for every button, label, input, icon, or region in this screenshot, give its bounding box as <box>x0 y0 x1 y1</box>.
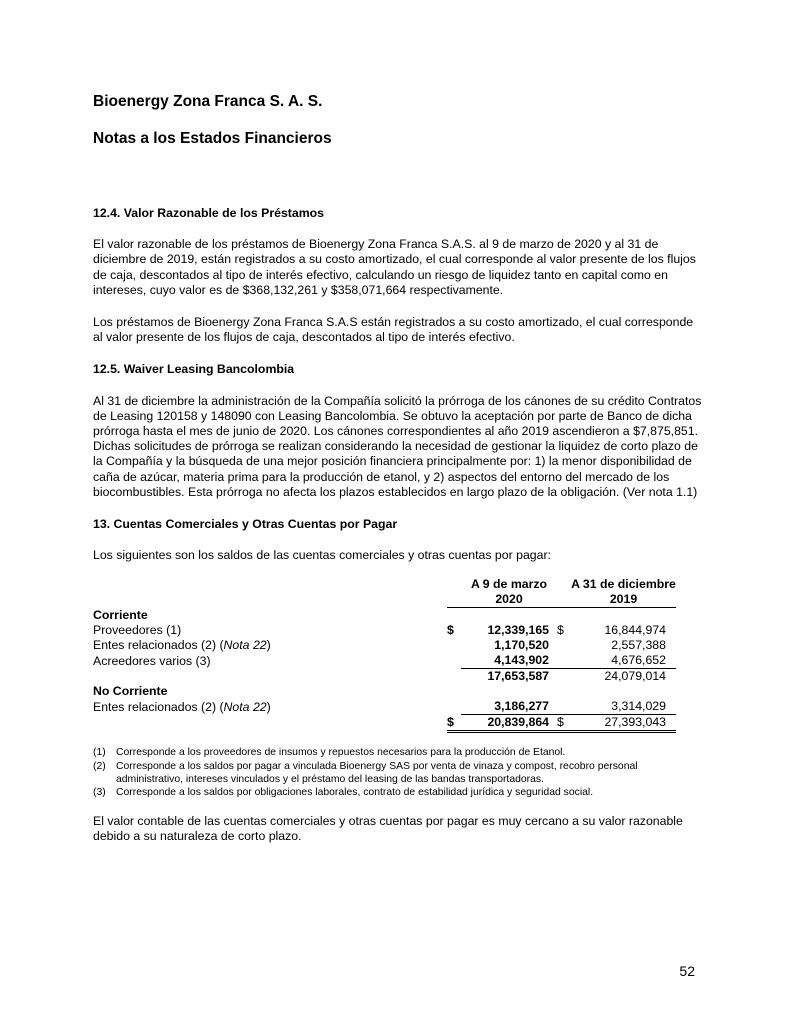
footnotes <box>93 746 703 799</box>
col-2019-header-line1: A 31 de diciembre <box>571 577 676 592</box>
footnote-number: (2) <box>93 760 106 772</box>
footnote <box>93 760 703 786</box>
table-row <box>93 653 676 669</box>
row-label: Entes relacionados (2) (Nota 22) <box>93 699 271 714</box>
section-12-4-paragraph-1: El valor razonable de los préstamos de Bioenergy Zona Franca S.A.S. al 9 de marzo de 2020 y al 31 de diciembre de 2019, están registrados a su costo amortizado, el cual corresponde al valor presente de los flujos de caja, descontados al tipo de interés efectivo, calculando un riesgo de liquidez tanto en capital como en intereses, cuyo valor es de $368,132,261 y $358,071,664 respectivamente. <box>93 237 696 297</box>
section-12-5-paragraph-1: Al 31 de diciembre la administración de la Compañía solicitó la prórroga de los cánones de su crédito Contratos de Leasing 120158 y 148090 con Leasing Bancolombia. Se obtuvo la aceptación por parte de Banco de dicha prórroga hasta el mes de junio de 2020. Los cánones correspondientes al año 2019 ascendieron a $7,875,851. Dichas solicitudes de prórroga se realizan considerando la necesidad de gestionar la liquidez de corto plazo de la Compañía y la búsqueda de una mejor posición financiera principalmente por: 1) la menor disponibilidad de caña de azúcar, materia prima para la producción de etanol, y 2) aspectos del entorno del mercado de los biocombustibles. Esta prórroga no afecta los plazos establecidos en largo plazo de la obligación. (Ver nota 1.1) <box>93 393 702 499</box>
footnote-text: Corresponde a los saldos por pagar a vinculada Bioenergy SAS por venta de vinaza y compost, recobro personal administrativo, intereses vinculados y el préstamo del leasing de las bandas transportadoras. <box>116 760 638 785</box>
value-2020: 12,339,165 <box>487 623 549 638</box>
section-12-4-paragraph-2: Los préstamos de Bioenergy Zona Franca S.A.S están registrados a su costo amortizado, el cual corresponde al valor presente de los flujos de caja, descontados al tipo de interés efectivo. <box>93 315 694 345</box>
table-row <box>93 623 676 638</box>
currency-symbol: $ <box>557 715 571 732</box>
page-number: 52 <box>679 963 695 979</box>
value-2019: 2,557,388 <box>611 638 666 653</box>
page-content <box>93 206 703 862</box>
currency-symbol: $ <box>557 623 564 638</box>
table-header-row-2 <box>93 592 676 608</box>
subtotal-2020: 17,653,587 <box>487 669 549 684</box>
note-reference: Nota 22 <box>223 638 267 653</box>
section-13-title: 13. Cuentas Comerciales y Otras Cuentas por Pagar <box>93 517 398 532</box>
value-2020: 4,143,902 <box>461 653 557 669</box>
row-label: Entes relacionados (2) (Nota 22) <box>93 638 271 653</box>
footnote <box>93 746 703 759</box>
row-label: Acreedores varios (3) <box>93 653 211 668</box>
table-row <box>93 608 676 624</box>
document-subtitle: Notas a los Estados Financieros <box>93 130 332 147</box>
company-name: Bioenergy Zona Franca S. A. S. <box>93 93 323 110</box>
payables-table <box>93 577 676 733</box>
footnote-text: Corresponde a los saldos por obligaciones laborales, contrato de estabilidad jurídica y seguridad social. <box>116 787 594 799</box>
subtotal-2019: 24,079,014 <box>604 669 666 684</box>
currency-symbol: $ <box>447 715 461 732</box>
total-2019: 27,393,043 <box>571 715 676 732</box>
no-corriente-heading: No Corriente <box>93 684 168 699</box>
section-12-5-title: 12.5. Waiver Leasing Bancolombia <box>93 362 295 377</box>
currency-symbol: $ <box>447 623 454 638</box>
table-header-row-1 <box>93 577 676 592</box>
footnote <box>93 786 703 799</box>
col-2020-header-line2: 2020 <box>461 592 557 608</box>
table-row-total <box>93 715 676 732</box>
note-reference: Nota 22 <box>223 699 267 714</box>
section-13-intro: Los siguientes son los saldos de las cuentas comerciales y otras cuentas por pagar: <box>93 548 551 563</box>
row-label: Proveedores (1) <box>93 623 182 638</box>
value-2020: 3,186,277 <box>461 699 557 715</box>
value-2019: 16,844,974 <box>604 623 666 638</box>
section-13-closing: El valor contable de las cuentas comerciales y otras cuentas por pagar es muy cercano a su valor razonable debido a su naturaleza de corto plazo. <box>93 814 683 844</box>
col-2020-header-line1: A 9 de marzo <box>470 577 548 592</box>
value-2019: 3,314,029 <box>571 699 676 715</box>
table-row <box>93 684 676 699</box>
value-2020: 1,170,520 <box>494 638 549 653</box>
table-row-subtotal <box>93 669 676 685</box>
table-row <box>93 638 676 653</box>
table-row <box>93 699 676 715</box>
corriente-heading: Corriente <box>93 608 148 623</box>
footnote-text: Corresponde a los proveedores de insumos y repuestos necesarios para la producción de Etanol. <box>116 747 566 759</box>
total-2020: 20,839,864 <box>461 715 557 732</box>
col-2019-header-line2: 2019 <box>571 592 676 608</box>
section-12-4-title: 12.4. Valor Razonable de los Préstamos <box>93 206 325 220</box>
value-2019: 4,676,652 <box>571 653 676 669</box>
footnote-number: (1) <box>93 747 106 759</box>
footnote-number: (3) <box>93 787 106 799</box>
